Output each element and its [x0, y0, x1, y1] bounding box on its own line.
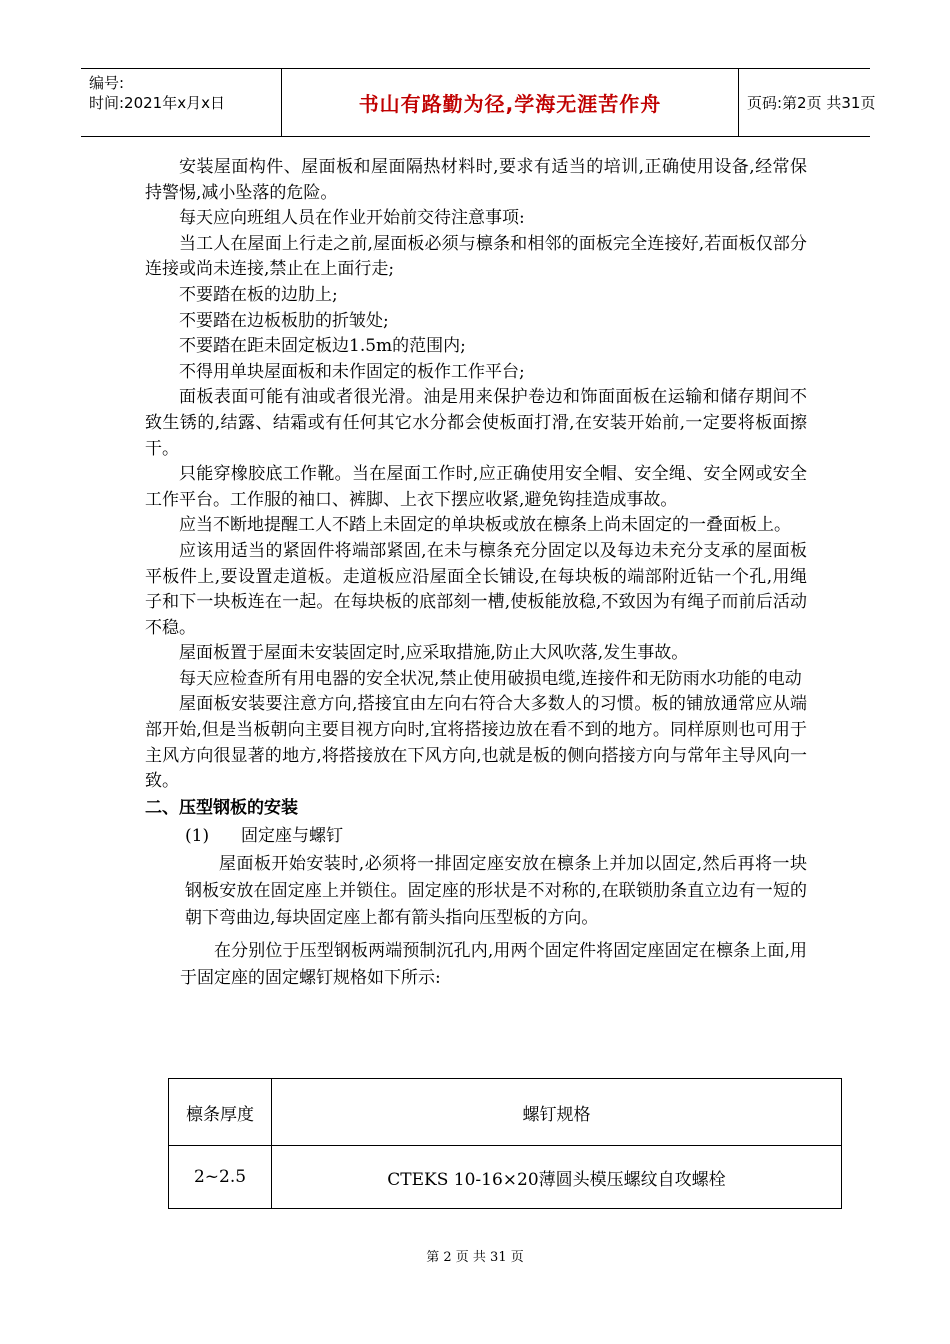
paragraph: 每天应检查所有用电器的安全状况,禁止使用破损电缆,连接件和无防雨水功能的电动 — [179, 668, 802, 689]
paragraph: 在分别位于压型钢板两端预制沉孔内,用两个固定件将固定座固定在檩条上面,用于固定座的固定螺钉规格如下所示: — [180, 940, 807, 988]
paragraph: 应该用适当的紧固件将端部紧固,在未与檩条充分固定以及每边未充分支承的屋面板平板件上,要设置走道板。走道板应沿屋面全长铺设,在每块板的端部附近钻一个孔,用绳子和下一块板连在一起。在每块板的底部刻一槽,使板能放稳,不致因为有绳子而前后活动不稳。 — [145, 540, 807, 638]
paragraph: 不要踏在距未固定板边1.5m的范围内; — [179, 336, 466, 357]
subsection-heading — [145, 821, 807, 851]
table-header-cell: 檩条厚度 — [169, 1079, 272, 1146]
subsection-number: (1) — [185, 825, 210, 846]
table-cell: 2~2.5 — [169, 1146, 272, 1209]
screw-spec-table — [168, 1078, 842, 1209]
document-number-label: 编号: — [89, 74, 125, 92]
paragraph: 不得用单块屋面板和未作固定的板作工作平台; — [179, 361, 525, 382]
paragraph: 只能穿橡胶底工作靴。当在屋面工作时,应正确使用安全帽、安全绳、安全网或安全工作平台。工作服的袖口、裤脚、上衣下摆应收紧,避免钩挂造成事故。 — [145, 464, 807, 510]
page-header — [81, 68, 876, 137]
paragraph: 每天应向班组人员在作业开始前交待注意事项: — [179, 208, 525, 229]
paragraph: 当工人在屋面上行走之前,屋面板必须与檩条和相邻的面板完全连接好,若面板仅部分连接或尚未连接,禁止在上面行走; — [145, 233, 807, 280]
table-row — [169, 1146, 842, 1209]
paragraph: 安装屋面构件、屋面板和屋面隔热材料时,要求有适当的培训,正确使用设备,经常保持警惕,减小坠落的危险。 — [145, 157, 807, 203]
paragraph: 应当不断地提醒工人不踏上未固定的单块板或放在檩条上尚未固定的一叠面板上。 — [179, 515, 791, 536]
section-heading: 二、压型钢板的安装 — [145, 797, 298, 818]
header-page-info: 页码:第2页 共31页 — [747, 94, 876, 112]
header-motto: 书山有路勤为径,学海无涯苦作舟 — [358, 92, 662, 116]
paragraph: 面板表面可能有油或者很光滑。油是用来保护卷边和饰面面板在运输和储存期间不致生锈的,结露、结霜或有任何其它水分都会使板面打滑,在安装开始前,一定要将板面擦干。 — [145, 387, 807, 459]
paragraph: 屋面板开始安装时,必须将一排固定座安放在檩条上并加以固定,然后再将一块钢板安放在固定座上并锁住。固定座的形状是不对称的,在联锁肋条直立边有一短的朝下弯曲边,每块固定座上都有箭头指向压型板的方向。 — [185, 853, 807, 928]
table-header-row — [169, 1079, 842, 1146]
table-header-cell: 螺钉规格 — [272, 1079, 842, 1146]
document-body — [145, 155, 807, 992]
paragraph: 不要踏在边板板肋的折皱处; — [179, 310, 389, 331]
document-date-label: 时间:2021年x月x日 — [89, 94, 225, 112]
page-footer: 第 2 页 共 31 页 — [426, 1250, 524, 1265]
table-cell: CTEKS 10-16×20薄圆头模压螺纹自攻螺栓 — [272, 1146, 842, 1209]
paragraph: 屋面板安装要注意方向,搭接宜由左向右符合大多数人的习惯。板的铺放通常应从端部开始,但是当板朝向主要目视方向时,宜将搭接边放在看不到的地方。同样原则也可用于主风方向很显著的地方,将搭接放在下风方向,也就是板的侧向搭接方向与常年主导风向一致。 — [145, 694, 807, 792]
header-meta — [81, 69, 281, 136]
subsection-title: 固定座与螺钉 — [241, 825, 343, 846]
header-motto-cell — [281, 69, 739, 136]
paragraph: 不要踏在板的边肋上; — [179, 284, 338, 305]
paragraph: 屋面板置于屋面未安装固定时,应采取措施,防止大风吹落,发生事故。 — [179, 643, 689, 664]
